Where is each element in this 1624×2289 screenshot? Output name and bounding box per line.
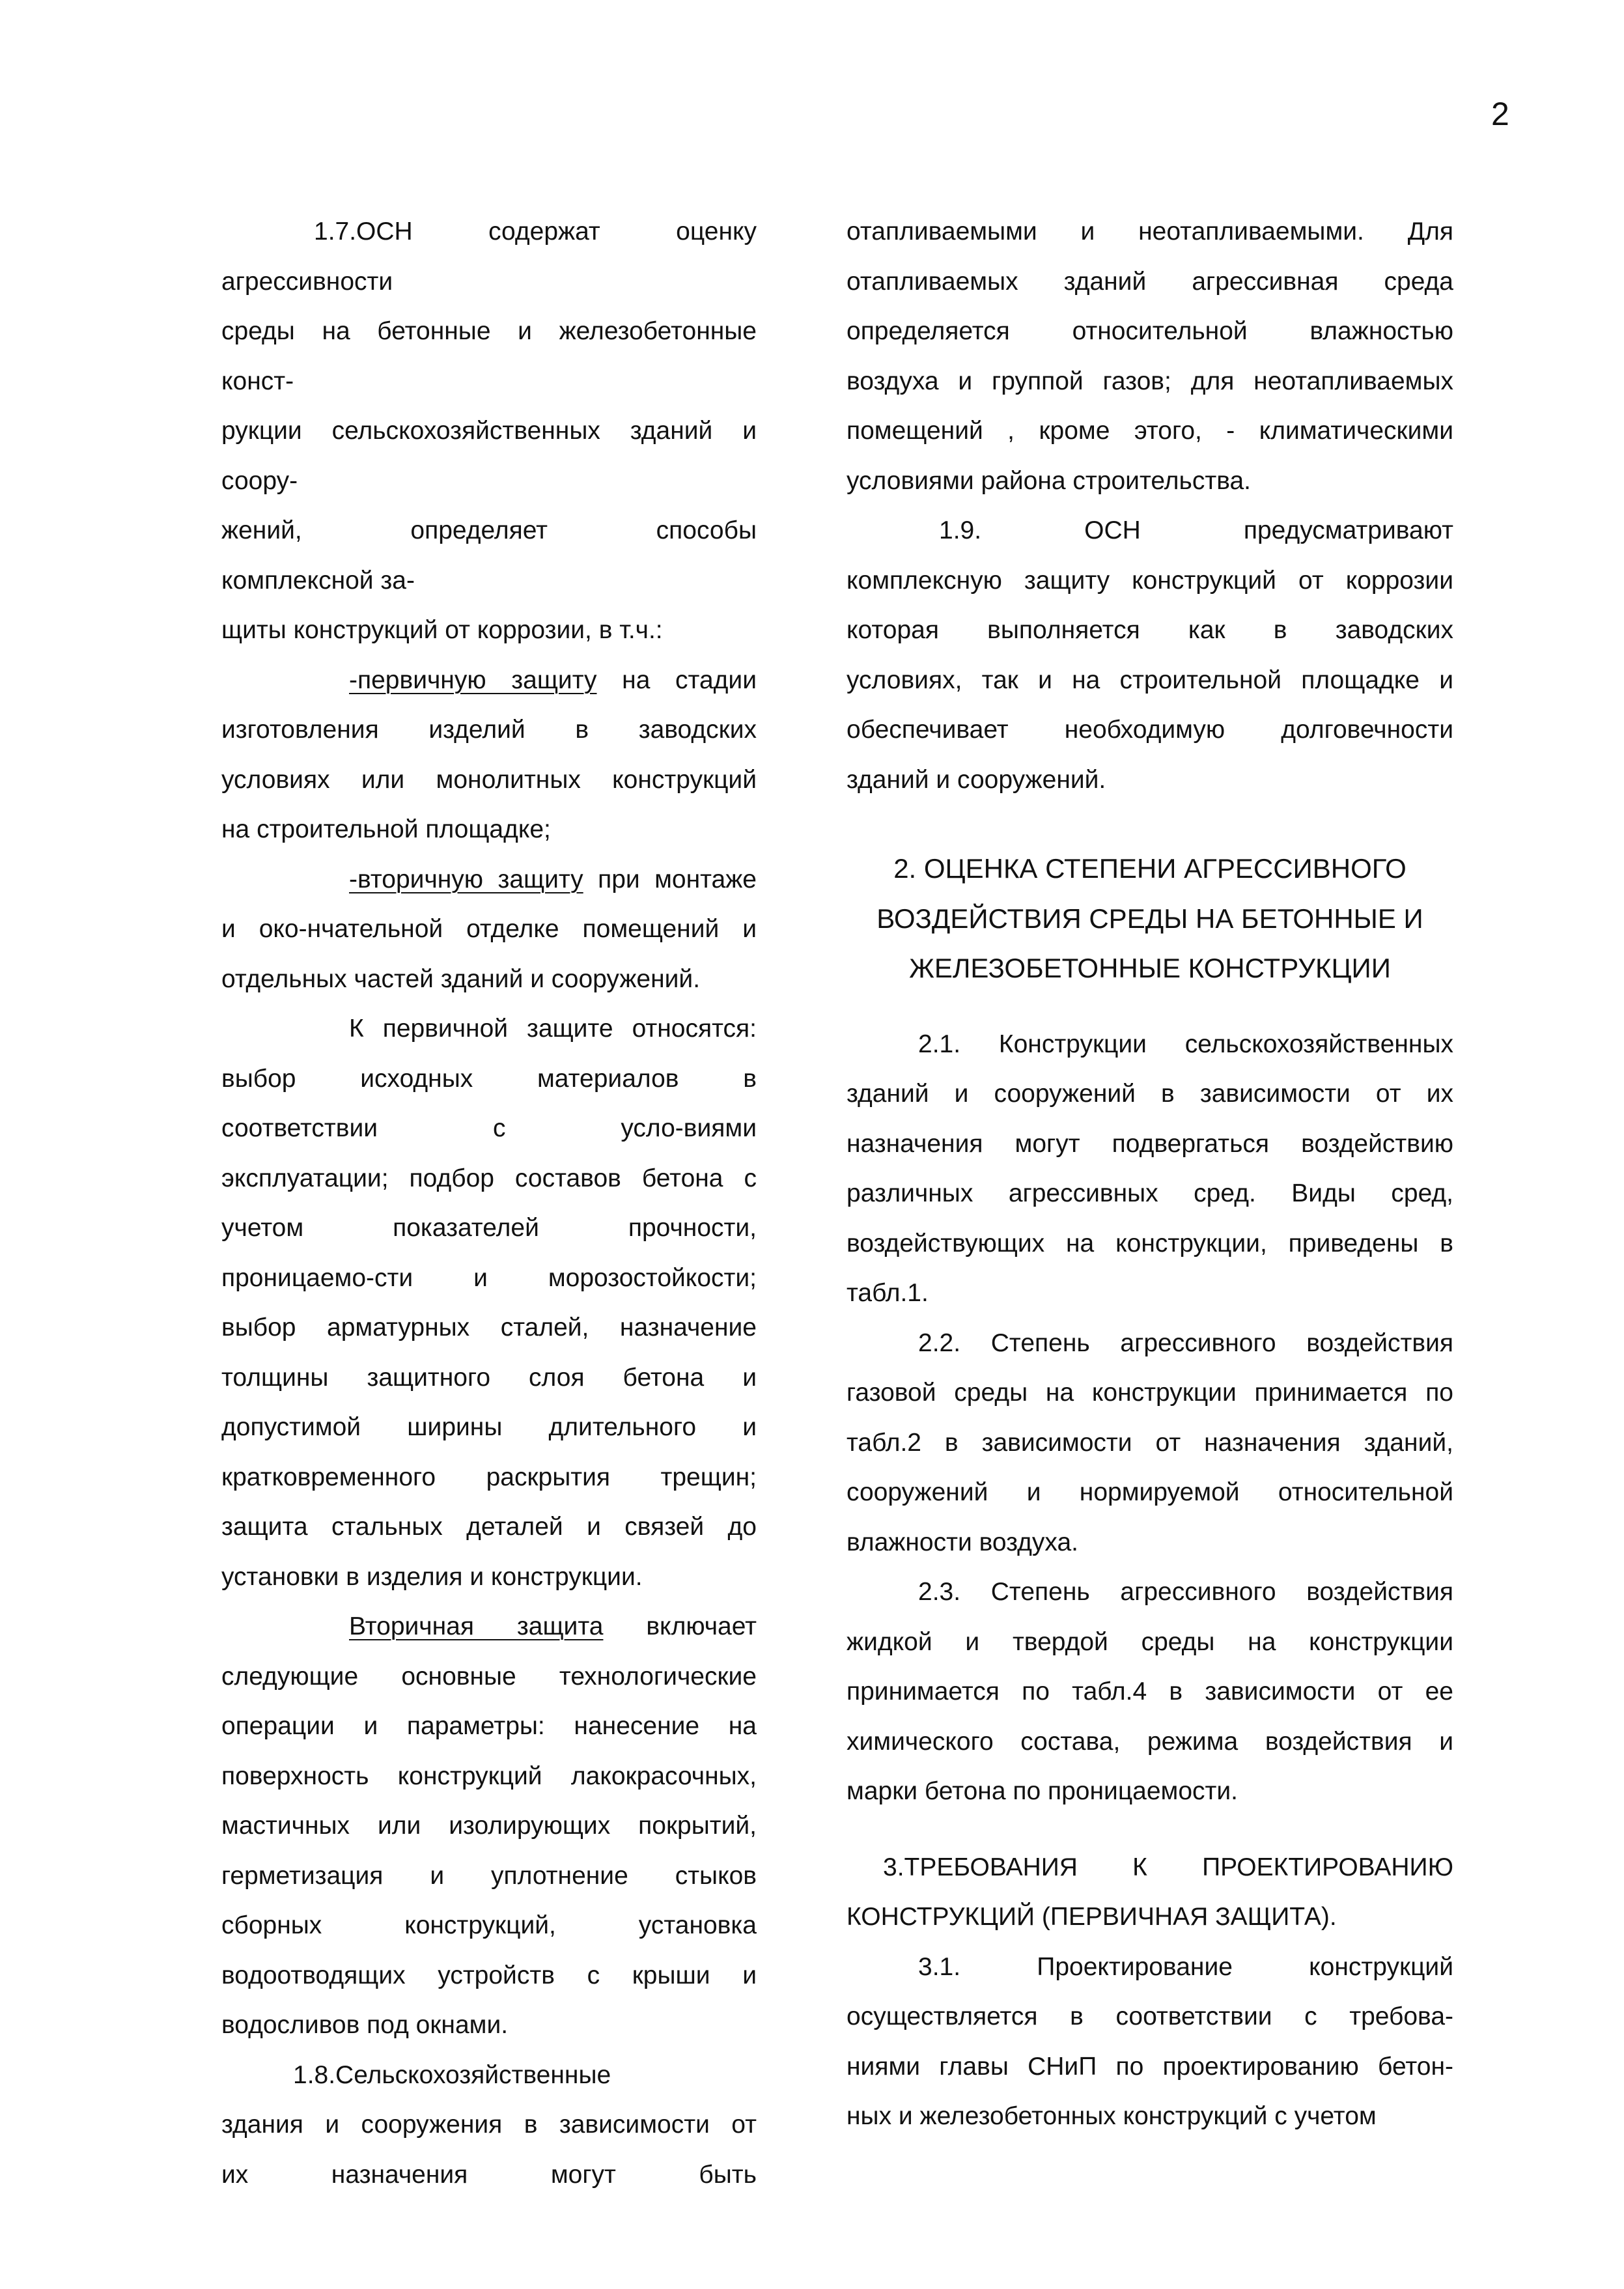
paragraph-line: комплексную защиту конструкций от коррозии — [847, 566, 1453, 595]
paragraph-line: водоотводящих устройств с крыши и — [221, 1961, 757, 1989]
paragraph-line: газовой среды на конструкции принимается по — [847, 1379, 1453, 1407]
section-heading: 2. ОЦЕНКА СТЕПЕНИ АГРЕССИВНОГО — [893, 853, 1407, 884]
paragraph-line: назначения могут подвергаться воздействию — [847, 1129, 1453, 1158]
paragraph-line: эксплуатации; подбор составов бетона с — [221, 1164, 757, 1192]
paragraph-line: зданий и сооружений. — [847, 765, 1106, 794]
paragraph-line: толщины защитного слоя бетона и — [221, 1363, 757, 1392]
secondary-protection-rest: при монтаже — [583, 865, 757, 893]
paragraph-line: выбор исходных материалов в — [221, 1064, 757, 1093]
section-heading: 3.ТРЕБОВАНИЯ К ПРОЕКТИРОВАНИЮ — [883, 1853, 1453, 1881]
paragraph-line: обеспечивает необходимую долговечности — [847, 716, 1453, 744]
paragraph-line: 1.7.ОСН содержат оценку — [314, 218, 757, 246]
paragraph-line: защита стальных деталей и связей до — [221, 1513, 757, 1541]
paragraph-line: 3.1. Проектирование конструкций — [918, 1952, 1453, 1981]
right-column — [847, 207, 1453, 2142]
primary-protection-line — [221, 656, 757, 706]
paragraph-line: щиты конструкций от коррозии, в т.ч.: — [221, 616, 663, 644]
paragraph-line: 2.1. Конструкции сельскохозяйственных — [918, 1030, 1453, 1058]
paragraph-line: ных и железобетонных конструкций с учетом — [847, 2102, 1377, 2130]
paragraph-line: отдельных частей зданий и сооружений. — [221, 964, 701, 993]
paragraph-line: осуществляется в соответствии с требова- — [847, 2002, 1453, 2030]
paragraph-line: влажности воздуха. — [847, 1528, 1078, 1556]
paragraph-line: табл.1. — [847, 1279, 929, 1307]
left-column — [221, 207, 757, 2200]
page-number: 2 — [1491, 96, 1509, 132]
primary-protection-rest: на стадии — [596, 666, 757, 694]
paragraph-line: определяется относительной влажностью — [847, 317, 1453, 345]
paragraph-line: жений, определяет способы — [221, 516, 757, 544]
paragraph-line: среды на бетонные и железобетонные — [221, 317, 757, 345]
paragraph-line: операции и параметры: нанесение на — [221, 1712, 757, 1740]
paragraph-line: условиях или монолитных конструкций — [221, 765, 757, 794]
paragraph-line: поверхность конструкций лакокрасочных, — [221, 1762, 757, 1790]
paragraph-line: воздействующих на конструкции, приведены в — [847, 1229, 1453, 1257]
paragraph-line: 1.8.Сельскохозяйственные — [293, 2060, 611, 2089]
paragraph-line: водосливов под окнами. — [221, 2011, 509, 2039]
paragraph-line: установки в изделия и конструкции. — [221, 1562, 643, 1591]
secondary-protection-term: -вторичную защиту — [349, 865, 583, 893]
paragraph-line: соору- — [221, 466, 298, 495]
paragraph-line: герметизация и уплотнение стыков — [221, 1861, 757, 1890]
paragraph-line: К первичной защите относятся: — [349, 1015, 757, 1043]
paragraph-line: которая выполняется как в заводских — [847, 616, 1453, 644]
section-heading: КОНСТРУКЦИЙ (ПЕРВИЧНАЯ ЗАЩИТА). — [847, 1903, 1337, 1931]
paragraph-line: условиях, так и на строительной площадке и — [847, 666, 1453, 694]
paragraph-line: мастичных или изолирующих покрытий, — [221, 1812, 757, 1840]
paragraph-line: сборных конструкций, установка — [221, 1911, 757, 1939]
paragraph-line: проницаемо-сти и морозостойкости; — [221, 1263, 757, 1292]
paragraph-line: марки бетона по проницаемости. — [847, 1777, 1239, 1805]
paragraph-line: табл.2 в зависимости от назначения зданий, — [847, 1428, 1453, 1457]
paragraph-line: различных агрессивных сред. Виды сред, — [847, 1179, 1453, 1207]
paragraph-line: отапливаемых зданий агрессивная среда — [847, 267, 1453, 296]
paragraph-line: воздуха и группой газов; для неотапливаемых — [847, 367, 1453, 395]
paragraph-line: помещений , кроме этого, - климатическими — [847, 417, 1453, 445]
paragraph-line: изготовления изделий в заводских — [221, 716, 757, 744]
paragraph-line: химического состава, режима воздействия и — [847, 1727, 1453, 1756]
secondary-protection-line — [221, 855, 757, 905]
paragraph-line: соответствии с усло-виями — [221, 1114, 757, 1142]
primary-protection-term: -первичную защиту — [349, 666, 597, 694]
paragraph-line: условиями района строительства. — [847, 466, 1252, 495]
paragraph-line: на строительной площадке; — [221, 815, 551, 843]
paragraph-line: жидкой и твердой среды на конструкции — [847, 1627, 1453, 1656]
section-heading: ВОЗДЕЙСТВИЯ СРЕДЫ НА БЕТОННЫЕ И — [876, 903, 1423, 934]
paragraph-line: их назначения могут быть — [221, 2160, 757, 2189]
paragraph-line: допустимой ширины длительного и — [221, 1413, 757, 1441]
spacer — [847, 805, 1453, 844]
paragraph-line: рукции сельскохозяйственных зданий и — [221, 417, 757, 445]
secondary-para-term: Вторичная защита — [349, 1612, 604, 1640]
paragraph-line: комплексной за- — [221, 566, 415, 595]
paragraph-line: и око-нчательной отделке помещений и — [221, 915, 757, 943]
paragraph-line: агрессивности — [221, 267, 393, 296]
paragraph-line: учетом показателей прочности, — [221, 1214, 757, 1242]
paragraph-line: ниями главы СНиП по проектированию бетон- — [847, 2052, 1453, 2081]
paragraph-line: здания и сооружения в зависимости от — [221, 2111, 757, 2139]
spacer — [847, 1817, 1453, 1843]
paragraph-line: 2.3. Степень агрессивного воздействия — [918, 1578, 1453, 1606]
paragraph-line: конст- — [221, 367, 294, 395]
paragraph-line: отапливаемыми и неотапливаемыми. Для — [847, 218, 1453, 246]
paragraph-line: 1.9. ОСН предусматривают — [939, 516, 1453, 544]
paragraph-line: 2.2. Степень агрессивного воздействия — [918, 1328, 1453, 1357]
paragraph-line: принимается по табл.4 в зависимости от ее — [847, 1678, 1453, 1706]
secondary-para-line — [221, 1602, 757, 1652]
spacer — [847, 994, 1453, 1020]
paragraph-line: кратковременного раскрытия трещин; — [221, 1463, 757, 1491]
paragraph-line: выбор арматурных сталей, назначение — [221, 1313, 757, 1341]
paragraph-line: сооружений и нормируемой относительной — [847, 1478, 1453, 1506]
paragraph-line: зданий и сооружений в зависимости от их — [847, 1080, 1453, 1108]
paragraph-line: следующие основные технологические — [221, 1662, 757, 1691]
secondary-para-rest: включает — [603, 1612, 757, 1640]
section-heading: ЖЕЛЕЗОБЕТОННЫЕ КОНСТРУКЦИИ — [909, 953, 1391, 983]
